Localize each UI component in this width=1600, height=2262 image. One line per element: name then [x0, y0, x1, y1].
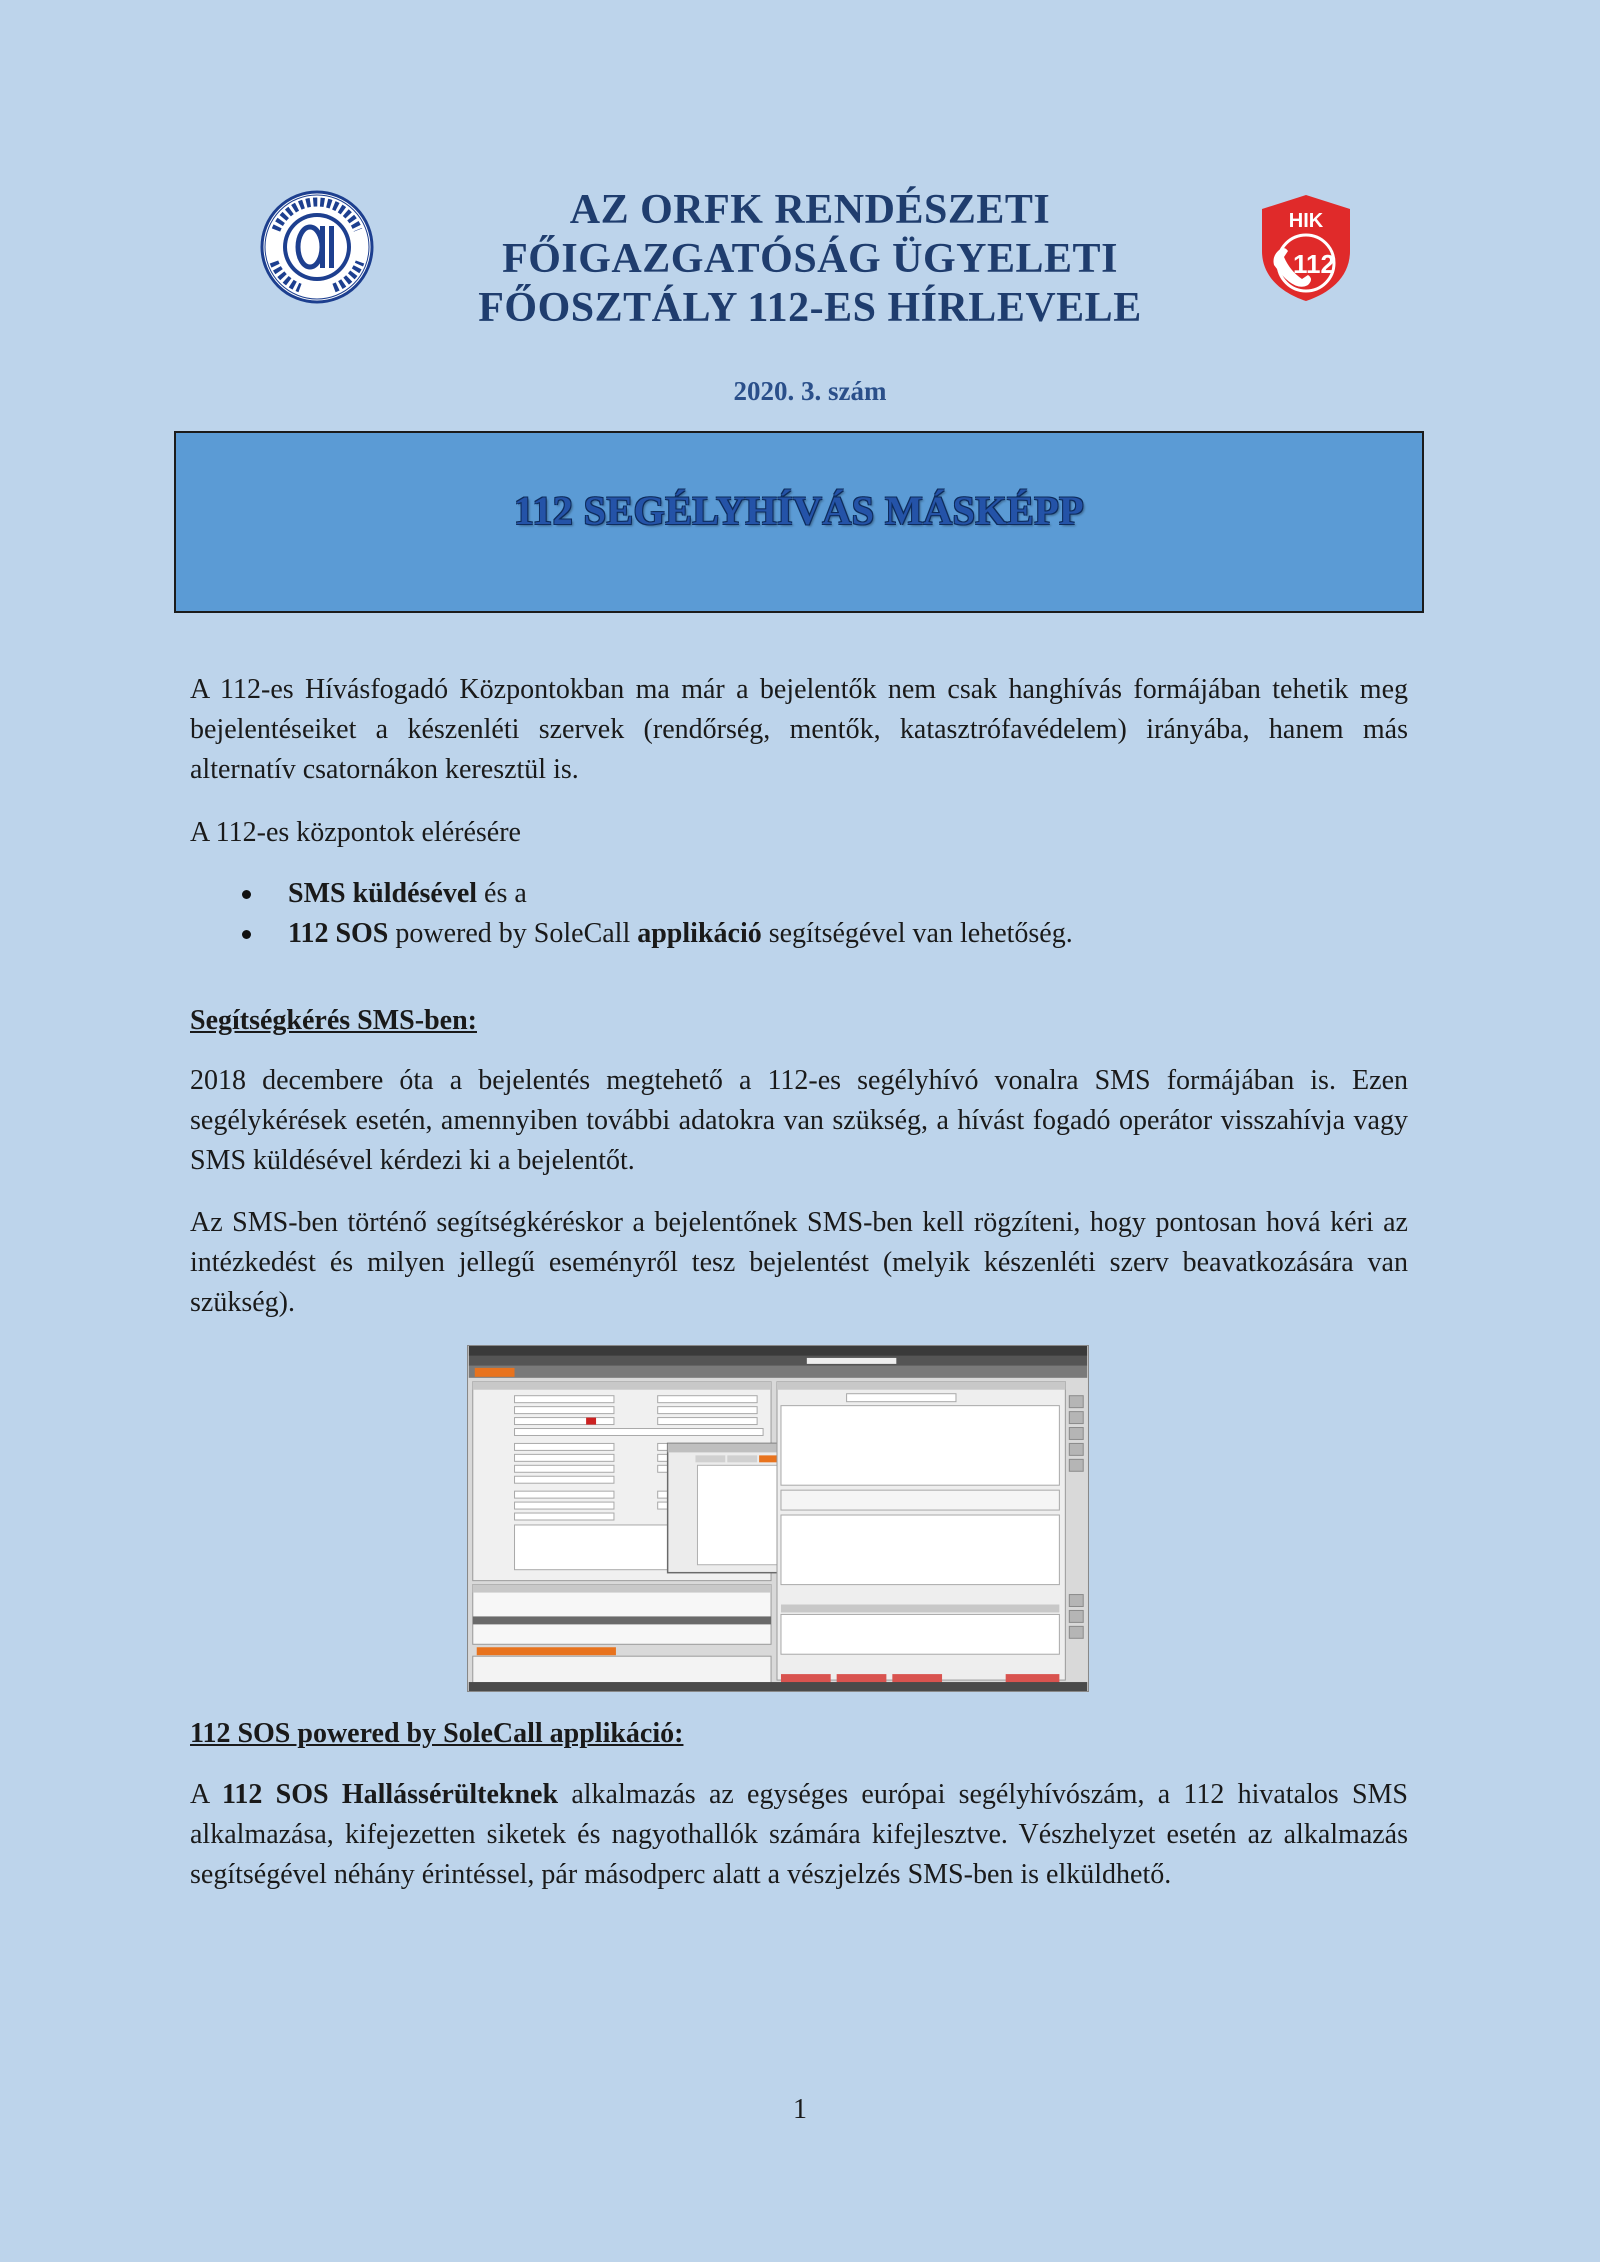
sms-paragraph-2: Az SMS-ben történő segítségkéréskor a bejelentőnek SMS-ben kell rögzíteni, hogy pontosan hová kéri az intézkedést és milyen jellegű eseményről tesz bejelentést (melyik készenléti szerv beavatkozására van szükség).: [190, 1207, 1408, 1318]
app-name-bold: 112 SOS Hallássérülteknek: [221, 1779, 559, 1810]
bullet-bold-text: SMS küldésével: [288, 878, 478, 909]
list-item: [190, 874, 1390, 914]
intro-lead: A 112-es központok elérésére: [190, 817, 521, 848]
app-section-heading: 112 SOS powered by SoleCall applikáció:: [190, 1718, 684, 1749]
access-methods-list: [190, 874, 1390, 954]
list-item: [190, 914, 1390, 954]
page-number: 1: [793, 2094, 807, 2125]
app-paragraph-prefix: A: [190, 1779, 222, 1810]
title-line-2: FŐIGAZGATÓSÁG ÜGYELETI: [502, 236, 1118, 282]
title-line-1: AZ ORFK RENDÉSZETI: [569, 187, 1051, 233]
headline-banner: [174, 431, 1424, 613]
title-line-3: FŐOSZTÁLY 112-ES HÍRLEVELE: [478, 285, 1142, 331]
app-paragraph-text: alkalmazás az egységes európai segélyhívószám, a 112 hivatalos SMS alkalmazása, kifejezetten siketek és nagyothallók számára kifejlesztve. Vészhelyzet esetén az alkalmazás segítségével néhány érintéssel, pár másodperc alatt a vészjelzés SMS-ben is elküldhető.: [190, 1779, 1408, 1890]
bullet-bold-text: applikáció: [637, 918, 762, 949]
innovation-team-logo: [260, 190, 374, 304]
hik-112-logo: [1258, 193, 1354, 303]
hik-text: HIK: [1288, 210, 1324, 232]
bullet-text: segítségével van lehetőség.: [761, 918, 1073, 949]
hik-112-number: 112: [1293, 249, 1335, 279]
newsletter-title: [380, 186, 1240, 333]
bullet-text: powered by SoleCall: [388, 918, 638, 949]
sms-section-heading: Segítségkérés SMS-ben:: [190, 1005, 477, 1036]
bullet-text: és a: [477, 878, 527, 909]
banner-title: 112 SEGÉLYHÍVÁS MÁSKÉPP: [513, 488, 1085, 533]
bullet-icon: [242, 890, 251, 899]
issue-number: 2020. 3. szám: [733, 376, 887, 406]
bullet-bold-text: 112 SOS: [288, 918, 389, 949]
intro-paragraph: A 112-es Hívásfogadó Központokban ma már a bejelentők nem csak hanghívás formájában tehetik meg bejelentéseiket a készenléti szervek (rendőrség, mentők, katasztrófavédelem) irányába, hanem más alternatív csatornákon keresztül is.: [190, 674, 1408, 785]
app-paragraph: [190, 1775, 1408, 1895]
bullet-icon: [242, 930, 251, 939]
dispatch-software-screenshot: [467, 1345, 1089, 1692]
sms-paragraph-1: 2018 decembere óta a bejelentés megtehető a 112-es segélyhívó vonalra SMS formájában is. Ezen segélykérések esetén, amennyiben további adatokra van szükség, a hívást fogadó operátor visszahívja vagy SMS küldésével kérdezi ki a bejelentőt.: [190, 1065, 1408, 1176]
